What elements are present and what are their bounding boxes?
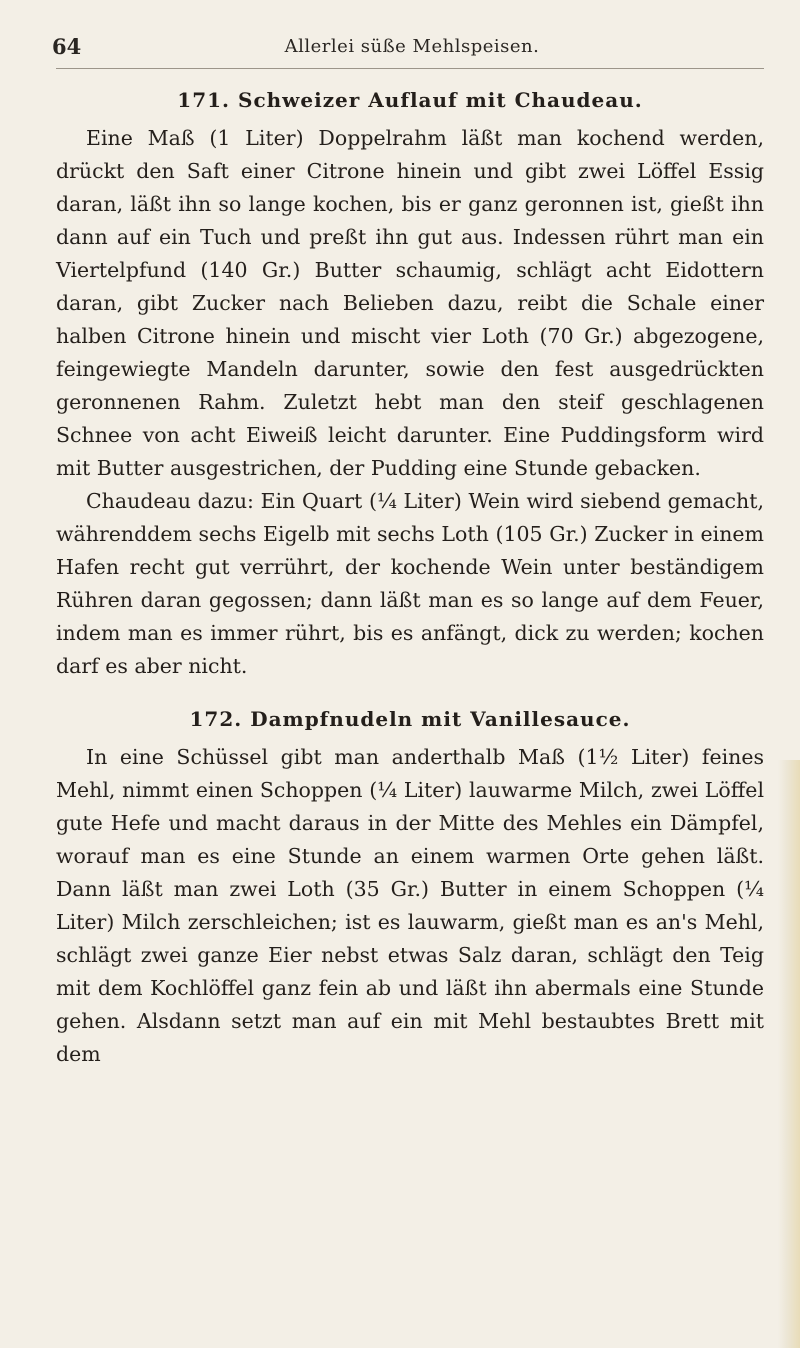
recipe-heading bbox=[56, 86, 764, 114]
running-head bbox=[52, 34, 772, 68]
header-rule bbox=[56, 68, 764, 69]
page-content bbox=[56, 78, 764, 1071]
recipe-171 bbox=[56, 86, 764, 683]
page-edge-shadow bbox=[778, 760, 800, 1348]
recipe-number: 171. bbox=[177, 88, 230, 112]
section-gap bbox=[56, 683, 764, 697]
recipe-number: 172. bbox=[189, 707, 243, 731]
recipe-172 bbox=[56, 705, 764, 1071]
recipe-paragraph: In eine Schüssel gibt man anderthalb Maß (1½ Liter) feines Mehl, nimmt einen Schoppen (¼ Liter) lauwarme Milch, zwei Löffel gute Hefe und macht daraus in der Mitte des Mehles ein Dämpfel, worauf man es eine Stunde an einem warmen Orte gehen läßt. Dann läßt man zwei Loth (35 Gr.) Butter in einem Schoppen (¼ Liter) Milch zerschleichen; ist es lauwarm, gießt man es an's Mehl, schlägt zwei ganze Eier nebst etwas Salz daran, schlägt den Teig mit dem Kochlöffel ganz fein ab und läßt ihn abermals eine Stunde gehen. Alsdann setzt man auf ein mit Mehl bestaubtes Brett mit dem bbox=[56, 745, 764, 1066]
recipe-paragraph: Chaudeau dazu: Ein Quart (¼ Liter) Wein wird siebend gemacht, währenddem sechs Eigelb mit sechs Loth (105 Gr.) Zucker in einem Hafen recht gut verrührt, der kochende Wein unter beständigem Rühren daran gegossen; dann läßt man es so lange auf dem Feuer, indem man es immer rührt, bis es anfängt, dick zu werden; kochen darf es aber nicht. bbox=[56, 489, 764, 678]
recipe-title: Dampfnudeln mit Vanillesauce. bbox=[250, 707, 631, 731]
recipe-title: Schweizer Auflauf mit Chaudeau. bbox=[238, 88, 643, 112]
running-title: Allerlei süße Mehlspeisen. bbox=[284, 36, 540, 57]
page-number: 64 bbox=[52, 34, 82, 59]
recipe-heading bbox=[56, 705, 764, 733]
recipe-paragraph: Eine Maß (1 Liter) Doppelrahm läßt man kochend werden, drückt den Saft einer Citrone hinein und gibt zwei Löffel Essig daran, läßt ihn so lange kochen, bis er ganz geronnen ist, gießt ihn dann auf ein Tuch und preßt ihn gut aus. Indessen rührt man ein Viertelpfund (140 Gr.) Butter schaumig, schlägt acht Eidottern daran, gibt Zucker nach Belieben dazu, reibt die Schale einer halben Citrone hinein und mischt vier Loth (70 Gr.) abgezogene, feingewiegte Mandeln darunter, sowie den fest ausgedrückten geronnenen Rahm. Zuletzt hebt man den steif geschlagenen Schnee von acht Eiweiß leicht darunter. Eine Puddingsform wird mit Butter ausgestrichen, der Pudding eine Stunde gebacken. bbox=[56, 126, 764, 480]
